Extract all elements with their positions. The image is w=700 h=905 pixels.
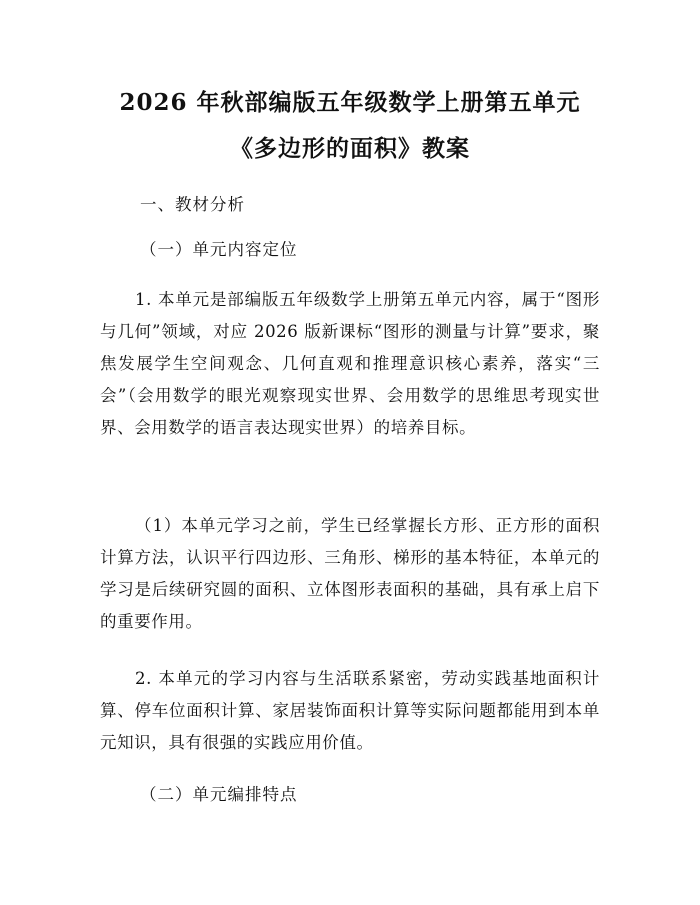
subsection-heading-unit-arrangement: （二）单元编排特点 [140,785,298,804]
section-heading-textbook-analysis: 一、教材分析 [140,195,245,214]
document-title-line1: 2026 年秋部编版五年级数学上册第五单元 [119,89,581,116]
document-title-line2: 《多边形的面积》教案 [230,135,470,162]
paragraph-prior-knowledge: （1）本单元学习之前，学生已经掌握长方形、正方形的面积计算方法，认识平行四边形、三角形、梯形的基本特征，本单元的学习是后续研究圆的面积、立体图形表面积的基础，具有承上启下的重要作用。 [100,516,600,631]
paragraph-unit-overview: 1. 本单元是部编版五年级数学上册第五单元内容，属于“图形与几何”领域，对应 2026 版新课标“图形的测量与计算”要求，聚焦发展学生空间观念、几何直观和推理意识核心素养，落实“三会”（会用数学的眼光观察现实世界、会用数学的思维思考现实世界、会用数学的语言表达现实世界）的培养目标。 [100,290,600,437]
paragraph-practical-value: 2. 本单元的学习内容与生活联系紧密，劳动实践基地面积计算、停车位面积计算、家居装饰面积计算等实际问题都能用到本单元知识，具有很强的实践应用价值。 [100,669,600,752]
subsection-heading-unit-positioning: （一）单元内容定位 [140,240,298,259]
